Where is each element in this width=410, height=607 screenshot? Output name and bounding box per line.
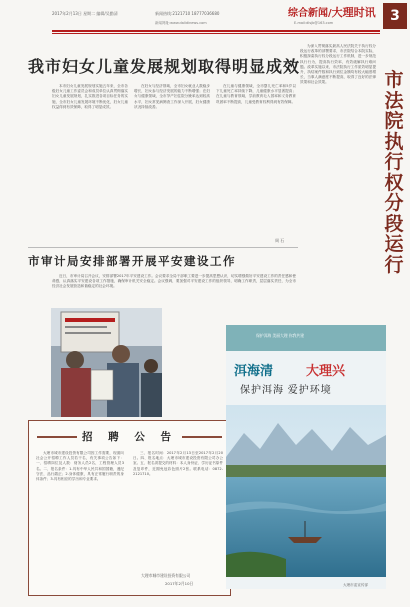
- article-column-1: [52, 84, 128, 248]
- article-paragraph: 本市妇女儿童发展规划实施五年来，全市各级妇女儿童工作委员会和成员单位认真贯彻落实妇女儿童发展规划，扎实推进各项目标任务的实施，全市妇女儿童发展环境不断优化，妇女儿童权益得到有效保障，取得了明显成效。: [52, 84, 128, 109]
- notice-title: 招 聘 公 告: [82, 431, 177, 443]
- recruitment-notice: [28, 420, 231, 596]
- notice-paragraph: 三、报名时间：2017年2月13日至2017年2月20日。四、报名地点：大理市城市建设投资有限公司办公室。五、报名须提交的材料：本人身份证、学历证书原件及复印件，近期免冠彩色照片2张。联系电话：0872-2121710。: [133, 451, 223, 476]
- ad-heading-right: 大理兴: [306, 364, 346, 379]
- email: E-mail:dlsjb@163.com: [294, 21, 334, 25]
- article-paragraph: 在儿童与健康领域，全市婴儿死亡率和5岁以下儿童死亡率持续下降，儿童健康水平显著提高；在儿童与教育领域，学前教育毛入园率和义务教育巩固率不断提高，儿童受教育权利得到有效保障。: [216, 84, 296, 104]
- ad-subheading: 保护洱海 爱护环境: [240, 385, 332, 396]
- lake-landscape-illustration: [226, 405, 386, 577]
- notice-date: 2017年2月10日: [165, 581, 194, 586]
- article-paragraph: 近日，市审计局召开会议，安排部署2017年平安建设工作。会议要求全局干部职工要进一步提高思想认识，切实增强做好平安建设工作的责任感和使命感，认真落实平安建设各项工作措施，确保审计机关安全稳定。会议强调，要加强对平安建设工作的组织领导，明确工作职责，层层落实责任，为全市经济社会发展营造和谐稳定的社会环境。: [52, 274, 296, 289]
- notice-paragraph: 大理市城市建设投资有限公司因工作需要，现面向社会公开招聘工作人员若干名，有关事项公告如下：一、招聘岗位及人数：财务人员2名，工程管理人员3名。二、报名条件：1.具有中华人民共和国国籍，遵纪守法，品行端正；2.身体健康，具有正常履行职责的身体条件；3.具有相应的学历和专业要求。: [36, 451, 124, 482]
- notice-signature: 大理市城市建设投资有限公司: [141, 573, 191, 578]
- brand-name: 大理时讯: [331, 6, 376, 19]
- audit-article-body: [52, 274, 296, 304]
- photo-people-illustration: [51, 308, 162, 417]
- article-headline-audit: 市审计局安排部署开展平安建设工作: [28, 254, 236, 268]
- notice-column-1: [36, 451, 124, 589]
- section-divider: [28, 247, 298, 248]
- article-paragraph: 在妇女与经济领域，全市妇女就业人数稳步增长，妇女参与经济发展的能力不断增强；在妇女与健康领域，全市孕产妇住院分娩率达到较高水平，妇女常见病筛查工作深入开展，妇女健康状况持续改善。: [134, 84, 210, 109]
- section-name: 综合新闻/: [288, 8, 332, 19]
- page-number: 3: [383, 3, 407, 29]
- page-header: [0, 0, 410, 38]
- notice-column-2: [133, 451, 223, 563]
- court-article-body: [300, 44, 376, 344]
- news-photo: [51, 308, 162, 417]
- article-headline-women-children: 我市妇女儿童发展规划取得明显成效: [28, 57, 301, 76]
- ad-top-band: [226, 325, 386, 351]
- issue-date: 2017年2月13日 星期二 编辑/吴勤清: [52, 11, 118, 16]
- article-column-3: [216, 84, 296, 234]
- article-paragraph: 为深入贯彻落实最高人民法院关于执行权分段运行改革的部署要求，市法院结合本院实际，积极探索执行权分段运行工作机制，进一步规范执行行为，提高执行效率，有效破解执行难问题。改革实施以来，市法院执行工作质效明显提升，执结案件数和执行到位金额均有较大幅度增长，当事人满意度不断提高，取得了良好的法律效果和社会效果。: [300, 44, 376, 85]
- website: 新闻网址:www.dalidinews.com: [155, 21, 207, 25]
- article-column-2: [134, 84, 210, 248]
- erhai-protection-ad: [226, 325, 386, 589]
- court-article-title: 市法院执行权分段运行: [384, 69, 404, 276]
- article-byline: 周 石: [275, 238, 285, 243]
- news-hotline: 新闻热线:2121710 18777036680: [155, 11, 220, 16]
- ad-top-text: 保护洱海 美丽大理 你我共建: [256, 333, 304, 338]
- ad-footer: 大理市委宣传部: [343, 583, 369, 587]
- header-rule-thin: [52, 33, 380, 34]
- ad-heading-left: 洱海清: [234, 364, 274, 379]
- header-rule: [52, 30, 380, 32]
- masthead: [288, 4, 376, 20]
